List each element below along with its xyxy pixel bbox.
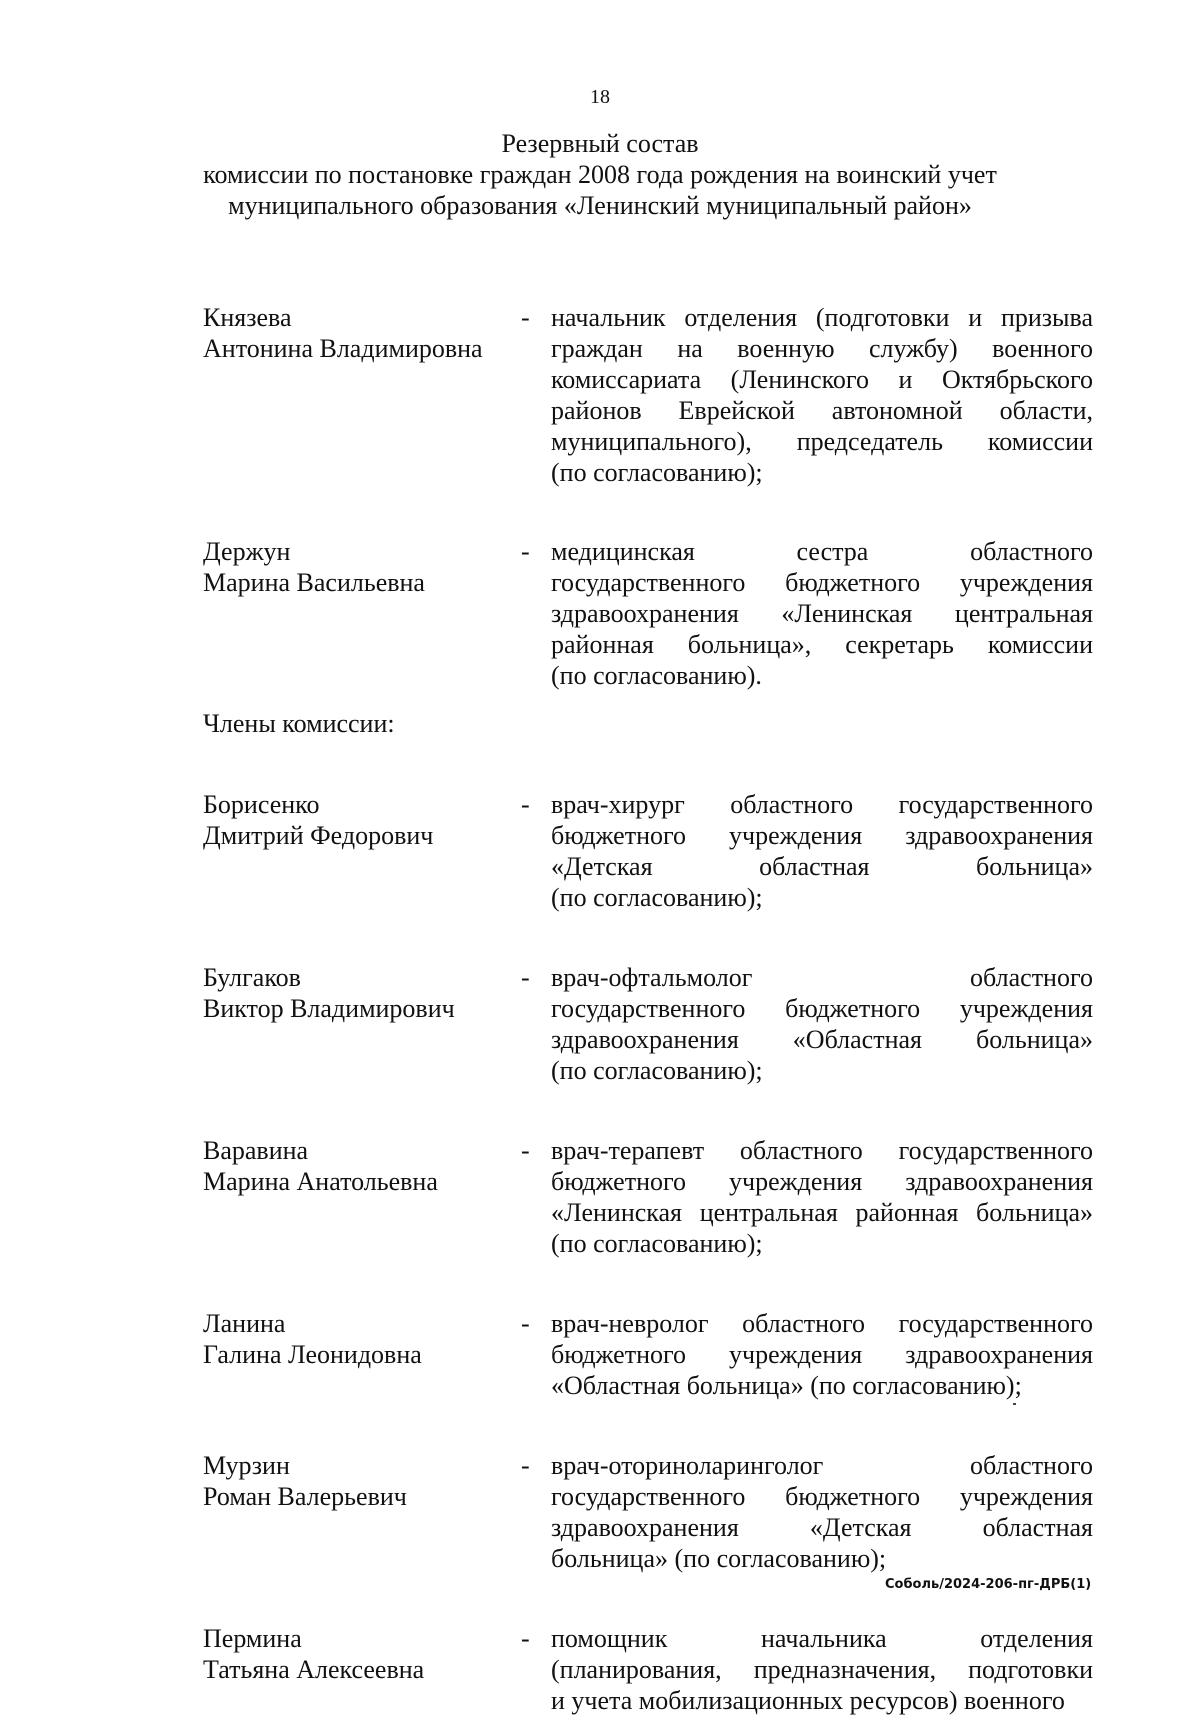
member-name [203, 1308, 521, 1401]
description-line: (планирования, предназначения, подготовки [551, 1655, 1093, 1684]
dash-separator: - [521, 1624, 530, 1653]
member-surname: Пермина [203, 1624, 302, 1653]
member-entry [203, 1450, 1093, 1574]
title-line-1: Резервный состав [501, 129, 699, 158]
member-role-description [551, 962, 1093, 1086]
description-line: государственного бюджетного учреждения [551, 568, 1093, 597]
member-given-names: Марина Анатольевна [203, 1167, 438, 1196]
member-list [203, 254, 1093, 1716]
member-name [203, 536, 521, 691]
member-surname: Мурзин [203, 1451, 290, 1480]
description-line: (по согласованию); [551, 883, 763, 912]
description-line: районов Еврейской автономной области, [551, 396, 1093, 425]
title-line-2: комиссии по постановке граждан 2008 года рождения на воинский учет [203, 160, 997, 189]
description-line: муниципального), председатель комиссии [551, 427, 1093, 456]
member-given-names: Галина Леонидовна [203, 1340, 422, 1369]
dash-separator: - [521, 1309, 530, 1338]
description-line: (по согласованию). [551, 661, 762, 690]
description-line: врач-хирург областного государственного [551, 790, 1093, 819]
description-line: (по согласованию); [551, 1229, 763, 1258]
description-line: (по согласованию); [551, 458, 763, 487]
member-entry [203, 536, 1093, 691]
description-line: бюджетного учреждения здравоохранения [551, 1167, 1093, 1196]
members-heading: Члены комиссии: [203, 709, 395, 738]
member-name [203, 1623, 521, 1716]
member-surname: Варавина [203, 1136, 309, 1165]
member-entry [203, 1308, 1093, 1401]
description-line: врач-терапевт областного государственного [551, 1136, 1093, 1165]
member-entry [203, 1135, 1093, 1259]
dash-separator: - [521, 1451, 530, 1480]
description-line: государственного бюджетного учреждения [551, 994, 1093, 1023]
member-role-description [551, 1450, 1093, 1574]
member-surname: Булгаков [203, 963, 301, 992]
description-line: здравоохранения «Областная больница» [551, 1025, 1093, 1054]
member-role-description [551, 536, 1093, 691]
member-name [203, 302, 521, 488]
member-surname: Борисенко [203, 790, 320, 819]
description-line: медицинская сестра областного [551, 537, 1093, 566]
dash-separator: - [521, 1136, 530, 1165]
description-line: (по согласованию); [551, 1056, 763, 1085]
description-line: «Детская областная больница» [551, 852, 1093, 881]
description-line: врач-невролог областного государственного [551, 1309, 1093, 1338]
member-role-description [551, 1308, 1093, 1401]
description-line: здравоохранения «Ленинская центральная [551, 599, 1093, 628]
description-line: врач-офтальмолог областного [551, 963, 1093, 992]
member-entry [203, 302, 1093, 488]
member-role-description [551, 302, 1093, 488]
description-line: «Областная больница» (по согласованию); [551, 1371, 1022, 1400]
dash-separator: - [521, 963, 530, 992]
member-role-description [551, 1623, 1093, 1716]
dash-separator: - [521, 790, 530, 819]
document-code: Соболь/2024-206-пг-ДРБ(1) [885, 1577, 1092, 1592]
member-surname: Держун [203, 537, 291, 566]
member-surname: Князева [203, 303, 292, 332]
description-line: здравоохранения «Детская областная [551, 1513, 1093, 1542]
member-entry [203, 1623, 1093, 1716]
description-line: государственного бюджетного учреждения [551, 1482, 1093, 1511]
member-name [203, 962, 521, 1086]
member-surname: Ланина [203, 1309, 286, 1338]
member-given-names: Антонина Владимировна [203, 334, 483, 363]
member-name [203, 789, 521, 913]
description-line: врач-оториноларинголог областного [551, 1451, 1093, 1480]
member-given-names: Марина Васильевна [203, 568, 425, 597]
member-entry [203, 789, 1093, 913]
member-name [203, 1135, 521, 1259]
member-role-description [551, 789, 1093, 913]
title-line-3: муниципального образования «Ленинский муниципальный район» [228, 191, 972, 220]
member-given-names: Татьяна Алексеевна [203, 1655, 425, 1684]
description-line: граждан на военную службу) военного [551, 334, 1093, 363]
member-given-names: Роман Валерьевич [203, 1482, 407, 1511]
description-line: помощник начальника отделения [551, 1624, 1093, 1653]
scan-speck [1013, 1403, 1016, 1405]
dash-separator: - [521, 537, 530, 566]
member-given-names: Виктор Владимирович [203, 994, 455, 1023]
page-number: 18 [590, 86, 610, 108]
dash-separator: - [521, 303, 530, 332]
description-line: начальник отделения (подготовки и призыва [551, 303, 1093, 332]
member-role-description [551, 1135, 1093, 1259]
description-line: больница» (по согласованию); [551, 1544, 887, 1573]
description-line: комиссариата (Ленинского и Октябрьского [551, 365, 1093, 394]
description-line: бюджетного учреждения здравоохранения [551, 1340, 1093, 1369]
member-entry [203, 962, 1093, 1086]
description-line: районная больница», секретарь комиссии [551, 630, 1093, 659]
member-name [203, 1450, 521, 1574]
description-line: бюджетного учреждения здравоохранения [551, 821, 1093, 850]
description-line: и учета мобилизационных ресурсов) военного [551, 1686, 1065, 1715]
document-title [0, 128, 1200, 221]
description-line: «Ленинская центральная районная больница» [551, 1198, 1093, 1227]
member-given-names: Дмитрий Федорович [203, 821, 434, 850]
